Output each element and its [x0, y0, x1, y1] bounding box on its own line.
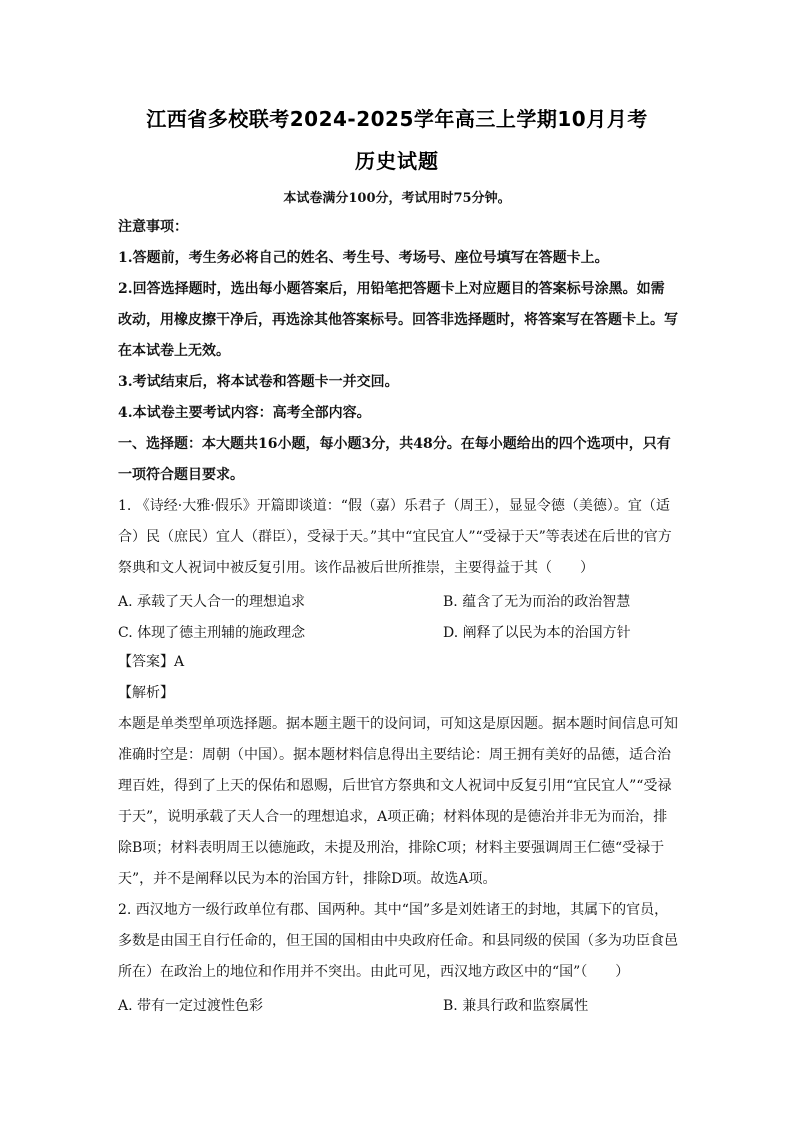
question-2-stem: 2. 西汉地方一级行政单位有郡、国两种。其中“国”多是刘姓诸王的封地，其属下的官员，多数是由国王自行任命的，但王国的国相由中央政府任命。和县同级的侯国（多为功臣食邑所在）在政治上的地位和作用并不突出。由此可见，西汉地方政区中的“国”（ ）	[118, 902, 678, 980]
q1-option-d: D. 阐释了以民为本的治国方针	[443, 625, 631, 641]
q1-answer: 【答案】A	[118, 654, 185, 670]
note-item-1: 1.答题前，考生务必将自己的姓名、考生号、考场号、座位号填写在答题卡上。	[118, 250, 609, 266]
question-1-stem: 1. 《诗经·大雅·假乐》开篇即谈道：“假（嘉）乐君子（周王），显显令德（美德）。宜（适合）民（庶民）宜人（群臣），受禄于天。”其中“宜民宜人”“受禄于天”等表述在后世的官方祭典和文人祝词中被反复引用。该作品被后世所推崇，主要得益于其（ ）	[118, 498, 672, 576]
note-item-4: 4.本试卷主要考试内容：高考全部内容。	[118, 405, 371, 421]
q1-analysis-label: 【解析】	[118, 685, 174, 701]
exam-info: 本试卷满分100分，考试用时75分钟。	[283, 191, 511, 206]
exam-subject: 历史试题	[355, 149, 439, 173]
q1-analysis: 本题是单类型单项选择题。据本题主题干的设问词，可知这是原因题。据本题时间信息可知准确时空是：周朝（中国）。据本题材料信息得出主要结论：周王拥有美好的品德，适合治理百姓，得到了上天的保佑和恩赐，后世官方祭典和文人祝词中反复引用“宜民宜人”“受禄于天”，说明承载了天人合一的理想追求，A项正确；材料体现的是德治并非无为而治，排除B项；材料表明周王以德施政，未提及刑治，排除C项；材料主要强调周王仁德“受禄于天”，并不是阐释以民为本的治国方针，排除D项。故选A项。	[118, 716, 678, 887]
q2-option-b: B. 兼具行政和监察属性	[443, 998, 589, 1014]
q2-option-a: A. 带有一定过渡性色彩	[118, 998, 264, 1014]
note-item-2: 2.回答选择题时，选出每小题答案后，用铅笔把答题卡上对应题目的答案标号涂黑。如需改动，用橡皮擦干净后，再选涂其他答案标号。回答非选择题时，将答案写在答题卡上。写在本试卷上无效。	[118, 281, 678, 359]
q1-option-b: B. 蕴含了无为而治的政治智慧	[443, 594, 631, 610]
section-heading: 一、选择题：本大题共16小题，每小题3分，共48分。在每小题给出的四个选项中，只有一项符合题目要求。	[118, 436, 671, 483]
exam-title: 江西省多校联考2024-2025学年高三上学期10月月考	[146, 107, 648, 131]
notes-heading: 注意事项：	[118, 219, 188, 235]
q1-option-c: C. 体现了德主刑辅的施政理念	[118, 625, 306, 641]
q1-option-a: A. 承载了天人合一的理想追求	[118, 594, 306, 610]
note-item-3: 3.考试结束后，将本试卷和答题卡一并交回。	[118, 374, 399, 390]
